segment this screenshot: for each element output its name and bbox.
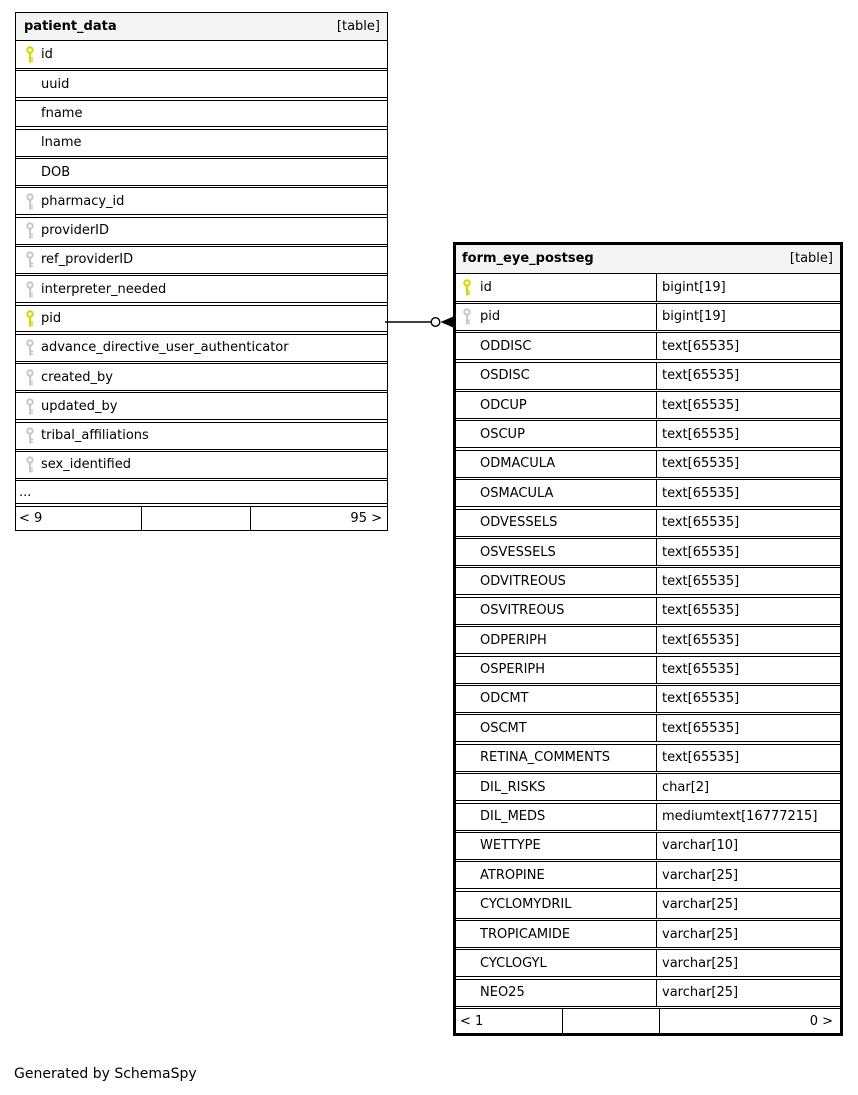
column-row [456,920,840,948]
column-type: text[65535] [662,750,740,766]
pager [456,1008,840,1033]
column-row [16,158,387,186]
pager-left: < 1 [456,1009,563,1033]
column-row [16,100,387,128]
column-type-cell [657,398,840,413]
foreign-key-icon [25,369,35,386]
column-name: ODCMT [480,691,529,707]
column-type: text[65535] [662,485,740,501]
column-name: lname [41,135,82,151]
table-badge: [table] [789,251,833,267]
column-type: varchar[25] [662,867,739,883]
foreign-key-icon [25,456,35,473]
column-type-cell [657,545,840,560]
column-name: OSPERIPH [480,662,546,678]
primary-key-icon [25,310,35,327]
column-name: OSCUP [480,426,525,442]
column-name-cell [456,539,657,565]
icon-slot [25,251,41,268]
column-row [16,392,387,420]
column-row [456,949,840,977]
column-row [456,303,840,331]
column-name-cell [456,921,657,947]
foreign-key-icon [25,398,35,415]
column-name: ODPERIPH [480,632,547,648]
column-rows [456,274,840,1007]
column-row [456,656,840,684]
column-type-cell [657,280,840,295]
column-name: ref_providerID [41,252,134,268]
column-row [16,129,387,157]
icon-slot [25,46,41,63]
column-type: bigint[19] [662,279,726,295]
column-type: varchar[25] [662,955,739,971]
column-type-cell [657,956,840,971]
column-type-cell [657,927,840,942]
column-name-cell [456,627,657,653]
column-row [16,217,387,245]
column-name: DIL_RISKS [480,779,546,795]
column-row [456,362,840,390]
column-name-cell [456,980,657,1006]
column-row [456,538,840,566]
pager-middle [142,507,251,531]
column-name: OSDISC [480,368,530,384]
column-name: uuid [41,76,70,92]
column-row [456,479,840,507]
column-row [16,334,387,362]
column-row [456,567,840,595]
column-row [16,41,387,69]
pager [16,506,387,531]
column-name-cell [456,333,657,359]
column-type-cell [657,603,840,618]
column-type: text[65535] [662,544,740,560]
column-name: pid [41,310,62,326]
column-type: varchar[25] [662,897,739,913]
column-type: char[2] [662,779,710,795]
column-type-cell [657,897,840,912]
column-name: ODVITREOUS [480,573,566,589]
column-type-cell [657,838,840,853]
column-name: ATROPINE [480,867,545,883]
column-type: varchar[25] [662,985,739,1001]
column-name-cell [456,892,657,918]
foreign-key-icon [25,193,35,210]
column-type: text[65535] [662,338,740,354]
column-row [456,626,840,654]
column-type: mediumtext[16777215] [662,809,818,825]
column-name: ODVESSELS [480,515,558,531]
column-name: created_by [41,369,113,385]
icon-slot [25,281,41,298]
foreign-key-icon [462,308,472,325]
column-type-cell [657,633,840,648]
table-title[interactable]: patient_data [24,19,117,34]
pager-right: 95 > [350,510,382,526]
column-type: text[65535] [662,603,740,619]
column-name-cell [456,804,657,830]
icon-slot [25,193,41,210]
column-type-cell [657,515,840,530]
column-name: OSMACULA [480,485,554,501]
column-type: text[65535] [662,662,740,678]
table-title[interactable]: form_eye_postseg [462,251,594,267]
column-name-cell [456,950,657,976]
column-type-cell [657,780,840,795]
column-name-cell [456,833,657,859]
column-type-cell [657,809,840,824]
pager-right: 0 > [809,1013,833,1029]
column-row [16,275,387,303]
column-name: pid [480,309,501,325]
column-name: WETTYPE [480,838,541,854]
column-row [456,391,840,419]
column-type-cell [657,574,840,589]
table-form-eye-postseg [453,242,843,1036]
column-type-cell [657,868,840,883]
column-name: fname [41,106,83,121]
column-name: id [480,279,492,295]
column-name: NEO25 [480,985,525,1001]
column-row [456,861,840,889]
column-type: text[65535] [662,691,740,707]
column-row [456,891,840,919]
table-header [456,245,840,274]
column-type: text[65535] [662,368,740,384]
column-name: DOB [41,164,71,180]
column-type: text[65535] [662,397,740,413]
column-type: text[65535] [662,456,740,472]
icon-slot [25,369,41,386]
column-name-cell [456,304,657,330]
column-type-cell [657,339,840,354]
column-row [456,597,840,625]
pager-left: < 9 [16,507,142,531]
icon-slot [462,308,480,325]
column-name: id [41,46,53,62]
column-type: bigint[19] [662,309,726,325]
column-name-cell [456,774,657,800]
column-name-cell [456,568,657,594]
foreign-key-icon [25,222,35,239]
column-name: tribal_affiliations [41,428,149,444]
column-name: advance_directive_user_authenticator [41,340,289,356]
column-row [16,363,387,391]
column-name: OSVITREOUS [480,603,565,619]
column-type-cell [657,691,840,706]
column-type-cell [657,309,840,324]
column-row [456,744,840,772]
table-patient-data [15,12,388,531]
column-row [456,332,840,360]
column-name: DIL_MEDS [480,809,546,825]
primary-key-icon [25,46,35,63]
column-row [456,274,840,302]
column-name: TROPICAMIDE [480,926,571,942]
pager-middle [563,1009,660,1033]
column-type-cell [657,985,840,1000]
column-type: varchar[25] [662,926,739,942]
column-name: ODCUP [480,397,527,413]
column-type-cell [657,456,840,471]
column-name-cell [456,363,657,389]
column-row [456,803,840,831]
column-name-cell [456,715,657,741]
icon-slot [462,279,480,296]
column-type: varchar[10] [662,838,739,854]
column-type: text[65535] [662,632,740,648]
column-row [16,70,387,98]
column-name-cell [456,686,657,712]
column-type: text[65535] [662,573,740,589]
primary-key-icon [462,279,472,296]
column-name-cell [456,480,657,506]
relationship-connector [385,312,455,332]
column-row [456,685,840,713]
column-name-cell [456,510,657,536]
column-name-cell [456,598,657,624]
icon-slot [25,456,41,473]
column-type-cell [657,427,840,442]
foreign-key-icon [25,427,35,444]
column-name: OSVESSELS [480,544,556,560]
column-row [456,832,840,860]
column-row [16,187,387,215]
foreign-key-icon [25,339,35,356]
column-row [456,420,840,448]
column-row [16,305,387,333]
foreign-key-icon [25,281,35,298]
column-row [16,451,387,479]
column-type: text[65535] [662,426,740,442]
column-name: RETINA_COMMENTS [480,750,611,766]
column-name-cell [456,745,657,771]
column-name-cell [456,451,657,477]
column-name-cell [456,862,657,888]
icon-slot [25,398,41,415]
arrow-marker-icon [441,317,454,328]
column-name-cell [456,392,657,418]
table-badge: [table] [336,19,380,34]
column-name: ODDISC [480,338,532,354]
column-row [456,509,840,537]
column-type-cell [657,750,840,765]
column-name: providerID [41,223,110,239]
column-name: sex_identified [41,457,131,473]
column-name: OSCMT [480,720,527,736]
column-name: updated_by [41,398,118,414]
column-name: ODMACULA [480,456,556,472]
column-type-cell [657,721,840,736]
column-name-cell [456,274,657,301]
column-row [456,979,840,1007]
icon-slot [25,222,41,239]
column-type: text[65535] [662,515,740,531]
icon-slot [25,339,41,356]
column-name: CYCLOGYL [480,955,547,971]
column-name-cell [456,657,657,683]
column-type-cell [657,486,840,501]
column-row [456,450,840,478]
generator-note: Generated by SchemaSpy [14,1066,197,1082]
icon-slot [25,310,41,327]
circle-marker-icon [431,318,440,327]
column-type: text[65535] [662,720,740,736]
column-type-cell [657,368,840,383]
column-name-cell [456,421,657,447]
column-rows [16,41,387,479]
ellipsis-row: ... [16,480,387,504]
column-row [16,246,387,274]
column-name: pharmacy_id [41,193,125,209]
foreign-key-icon [25,251,35,268]
table-header [16,13,387,41]
column-row [456,714,840,742]
column-row [456,773,840,801]
column-type-cell [657,662,840,677]
column-row [16,422,387,450]
column-name: CYCLOMYDRIL [480,897,572,913]
column-name: interpreter_needed [41,281,167,297]
icon-slot [25,427,41,444]
